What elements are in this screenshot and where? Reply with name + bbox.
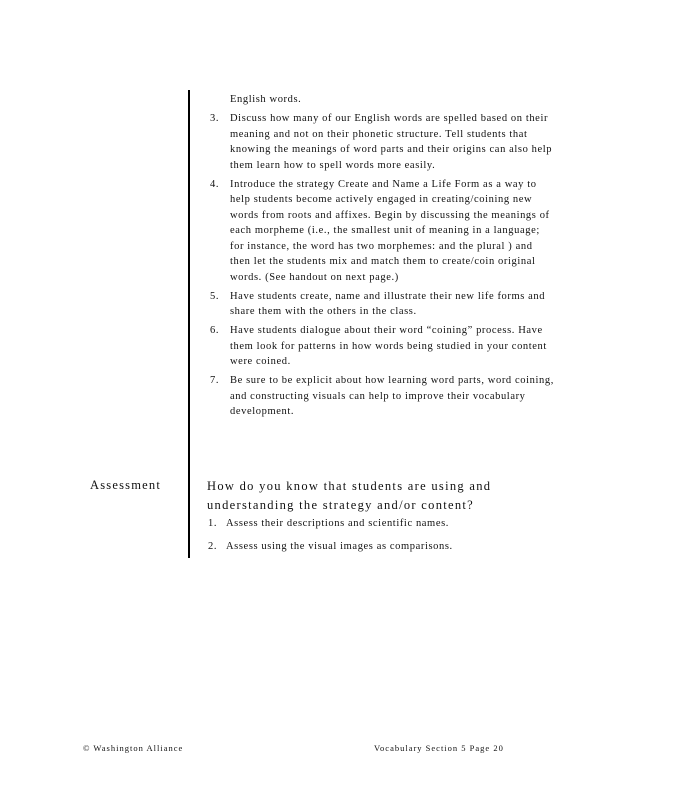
step-text: Introduce the strategy Create and Name a Life Form as a way to help students become actively engaged in creating/coining new words from roots and affixes. Begin by discussing the meanings of each morpheme (i.e., the smallest unit of meaning in a language; for instance, the word has two morphemes: and the plural ) and then let the students mix and match them to create/coin original words. (See handout on next page.) — [230, 178, 550, 283]
procedure-steps-list — [210, 111, 555, 423]
step-text: Be sure to be explicit about how learning word parts, word coining, and constructing visuals can help to improve their vocabulary development. — [230, 375, 554, 417]
step-number: 6. — [210, 325, 220, 336]
step-number: 7. — [210, 375, 220, 386]
assessment-item-text: Assess using the visual images as comparisons. — [226, 540, 453, 552]
assessment-items-list — [208, 516, 538, 561]
assessment-item — [208, 539, 538, 555]
step-number: 3. — [210, 113, 220, 124]
procedure-step — [210, 177, 555, 286]
step-text: Have students create, name and illustrate their new life forms and share them with the others in the class. — [230, 290, 546, 317]
assessment-section-label: Assessment — [90, 478, 162, 492]
assessment-item — [208, 516, 538, 532]
step-text: Discuss how many of our English words are spelled based on their meaning and not on their phonetic structure. Tell students that knowing the meanings of word parts and their origins can also help them learn how to spell words more easily. — [230, 113, 553, 171]
step-number: 4. — [210, 178, 220, 190]
procedure-continuation-text: English words. — [230, 94, 302, 105]
procedure-step — [210, 323, 555, 370]
assessment-item-number: 1. — [208, 518, 218, 529]
vertical-divider-rule — [188, 90, 190, 558]
footer-page-reference: Vocabulary Section 5 Page 20 — [374, 743, 504, 753]
step-number: 5. — [210, 290, 220, 302]
procedure-step — [210, 289, 555, 320]
assessment-item-text: Assess their descriptions and scientific names. — [226, 518, 449, 529]
procedure-step — [210, 111, 555, 173]
procedure-step — [210, 373, 555, 420]
assessment-item-number: 2. — [208, 540, 218, 552]
assessment-question: How do you know that students are using and understanding the strategy and/or content? — [207, 479, 492, 512]
footer-copyright: © Washington Alliance — [83, 743, 184, 753]
step-text: Have students dialogue about their word “coining” process. Have them look for patterns in how words being studied in your content were coined. — [230, 325, 547, 367]
